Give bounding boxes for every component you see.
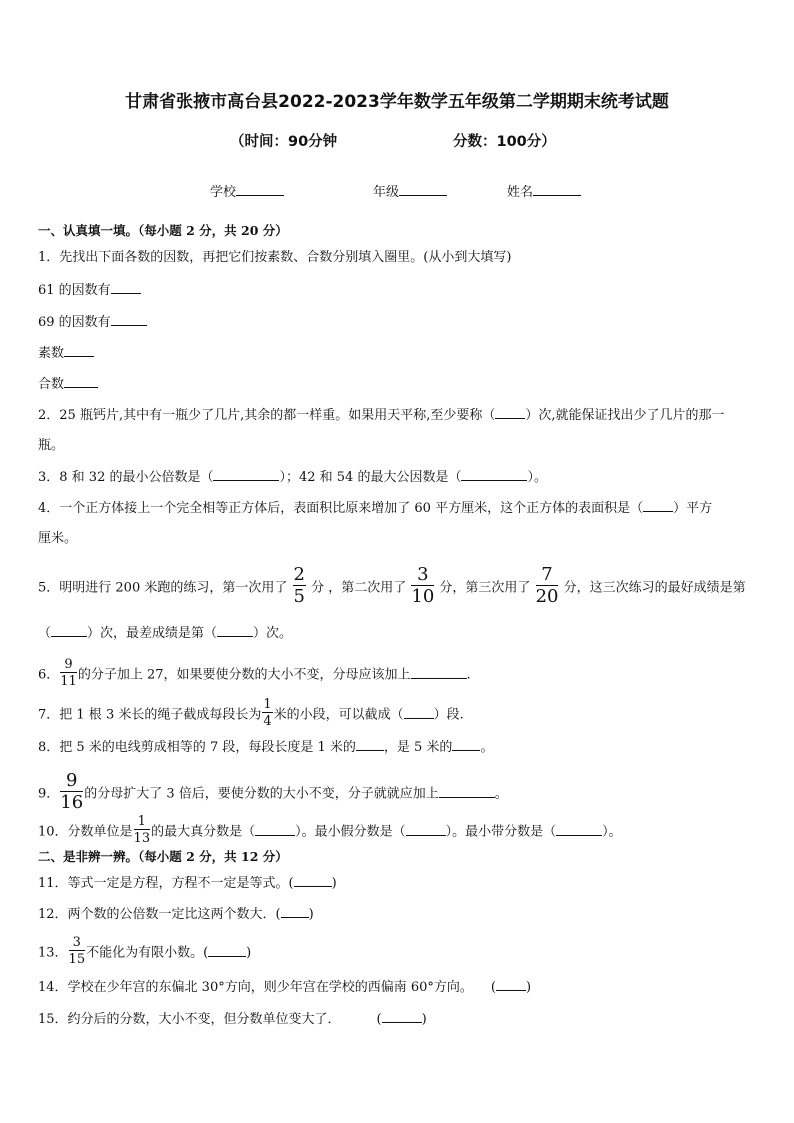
q5-text-6: ）次，最差成绩是第（ [87, 626, 218, 641]
q5-text-7: ）次。 [253, 626, 293, 641]
q12-blank[interactable] [281, 905, 309, 918]
q10-text-5: ）。 [602, 824, 622, 840]
question-7 [38, 697, 464, 730]
question-5 [38, 564, 746, 608]
q10-text-3: ）。最小假分数是（ [295, 824, 406, 840]
q5-blank-2[interactable] [217, 624, 253, 637]
q15-blank[interactable] [382, 1010, 422, 1023]
q10-text-2: 的最大真分数是（ [151, 824, 256, 840]
question-8 [38, 738, 493, 757]
q4-text-1: 4．一个正方体接上一个完全相等正方体后，表面积比原来增加了 60 平方厘米，这个正方体的表面积是（ [38, 501, 644, 516]
q6-blank[interactable] [411, 666, 467, 679]
question-6 [38, 657, 471, 690]
question-1b [38, 313, 147, 332]
q7-text-1: 7．把 1 根 3 米长的绳子截成每段长为 [38, 707, 262, 723]
question-12 [38, 905, 314, 924]
q7-text-2: 米的小段，可以截成（ [273, 707, 404, 723]
q10-blank-2[interactable] [406, 823, 446, 836]
question-4-cont: 厘米。 [38, 531, 78, 546]
q3-blank-1[interactable] [213, 468, 279, 481]
q14-text-2: ( [490, 980, 496, 995]
q1a-text: 61 的因数有 [38, 283, 111, 298]
question-1a [38, 281, 141, 300]
school-blank[interactable] [236, 182, 284, 196]
q11-blank[interactable] [294, 874, 332, 887]
q4-blank[interactable] [643, 499, 673, 512]
q14-blank[interactable] [496, 978, 526, 991]
question-10 [38, 814, 622, 847]
q9-fraction: $\frac{9}{16}$ [60, 770, 84, 813]
q15-text-1: 15．约分后的分数，大小不变，但分数单位变大了． [38, 1012, 341, 1027]
q5-text-5: （ [38, 626, 52, 641]
q8-text-3: 。 [480, 740, 494, 755]
q4-text-2: ）平方 [673, 501, 713, 516]
q7-fraction: $\frac{1}{4}$ [263, 697, 272, 729]
q10-text-1: 10．分数单位是 [38, 824, 133, 840]
exam-score: 分数：100分） [453, 134, 556, 150]
question-3 [38, 468, 547, 487]
question-1c [38, 344, 94, 363]
q1d-text: 合数 [38, 377, 65, 392]
section-2-heading: 二、是非辨一辨。（每小题 2 分，共 12 分） [38, 849, 288, 864]
q5-fraction-3: $\frac{7}{20}$ [535, 564, 559, 607]
q3-text-2: ）；42 和 54 的最大公因数是（ [279, 470, 462, 485]
question-13 [38, 935, 252, 968]
q1a-blank[interactable] [111, 281, 141, 294]
q5-text-3: 分，第三次用了 [439, 580, 531, 596]
q8-blank-2[interactable] [452, 738, 480, 751]
q8-text-1: 8．把 5 米的电线剪成相等的 7 段，每段长度是 1 米的 [38, 740, 356, 755]
q1c-blank[interactable] [64, 344, 94, 357]
question-15 [38, 1010, 427, 1029]
exam-time: （时间：90分钟 [230, 134, 338, 150]
school-field [210, 181, 284, 200]
q6-end: . [466, 667, 471, 683]
q15-text-3: ) [421, 1012, 427, 1027]
q10-blank-3[interactable] [556, 823, 602, 836]
name-field [507, 181, 581, 200]
name-label: 姓名 [507, 185, 534, 200]
question-1d [38, 375, 98, 394]
q1b-text: 69 的因数有 [38, 315, 111, 330]
q3-blank-2[interactable] [461, 468, 527, 481]
q6-fraction: $\frac{9}{11}$ [60, 657, 77, 689]
q13-text-2: ) [246, 945, 252, 961]
grade-label: 年级 [373, 185, 400, 200]
q9-text: 的分母扩大了 3 倍后，要使分数的大小不变，分子就就应加上 [84, 786, 439, 802]
q5-fraction-1: $\frac{2}{5}$ [293, 564, 305, 607]
q8-blank-1[interactable] [356, 738, 384, 751]
name-blank[interactable] [533, 182, 581, 196]
q6-text: 的分子加上 27，如果要使分数的大小不变，分母应该加上 [77, 667, 411, 683]
grade-blank[interactable] [399, 182, 447, 196]
q3-text-1: 3．8 和 32 的最小公倍数是（ [38, 470, 214, 485]
grade-field [373, 181, 447, 200]
question-2 [38, 406, 724, 425]
q5-blank-1[interactable] [51, 624, 87, 637]
q5-text-1: 5．明明进行 200 米跑的练习，第一次用了 [38, 580, 288, 596]
q11-text-1: 11．等式一定是方程，方程不一定是等式。( [38, 876, 294, 891]
q13-blank[interactable] [208, 944, 246, 957]
q11-text-2: ) [331, 876, 337, 891]
question-5-cont [38, 624, 292, 643]
q1d-blank[interactable] [64, 375, 98, 388]
q2-blank[interactable] [495, 406, 525, 419]
school-label: 学校 [210, 185, 237, 200]
q13-fraction: $\frac{3}{15}$ [68, 935, 86, 967]
q1b-blank[interactable] [111, 313, 147, 326]
q10-text-4: ）。最小带分数是（ [445, 824, 557, 840]
q7-blank[interactable] [404, 706, 434, 719]
q2-text-2: ）次,就能保证找出少了几片的那一 [525, 408, 725, 423]
q10-blank-1[interactable] [255, 823, 295, 836]
q2-text-1: 2．25 瓶钙片,其中有一瓶少了几片,其余的都一样重。如果用天平称,至少要称（ [38, 408, 496, 423]
q12-text-1: 12．两个数的公倍数一定比这两个数大．( [38, 907, 281, 922]
q13-num: 13． [38, 945, 68, 961]
q6-num: 6． [38, 667, 60, 683]
question-4 [38, 499, 712, 518]
q9-blank[interactable] [439, 785, 495, 798]
q14-text-3: ) [525, 980, 532, 995]
q5-text-2: 分 ，第二次用了 [311, 580, 407, 596]
question-2-cont: 瓶。 [38, 438, 65, 453]
q8-text-2: ，是 5 米的 [383, 740, 453, 755]
q15-text-2: ( [376, 1012, 382, 1027]
section-1-heading: 一、认真填一填。（每小题 2 分，共 20 分） [38, 223, 288, 238]
q5-fraction-2: $\frac{3}{10}$ [411, 564, 435, 607]
q5-text-4: 分，这三次练习的最好成绩是第 [563, 580, 746, 596]
question-11 [38, 874, 337, 893]
q13-text-1: 不能化为有限小数。( [86, 945, 209, 961]
q9-end: 。 [494, 786, 508, 802]
q12-text-2: ) [308, 907, 314, 922]
page-title: 甘肃省张掖市高台县2022-2023学年数学五年级第二学期期末统考试题 [125, 92, 669, 112]
q7-text-3: ）段. [433, 707, 464, 723]
q10-fraction: $\frac{1}{13}$ [133, 814, 151, 846]
q14-text-1: 14．学校在少年宫的东偏北 30°方向，则少年宫在学校的西偏南 60°方向。 [38, 980, 473, 995]
q9-num: 9． [38, 786, 60, 802]
question-9 [38, 770, 508, 814]
q3-text-3: ）。 [527, 470, 547, 485]
question-14 [38, 978, 531, 997]
q1c-text: 素数 [38, 346, 65, 361]
question-1: 1．先找出下面各数的因数，再把它们按素数、合数分别填入圈里。(从小到大填写) [38, 250, 512, 265]
